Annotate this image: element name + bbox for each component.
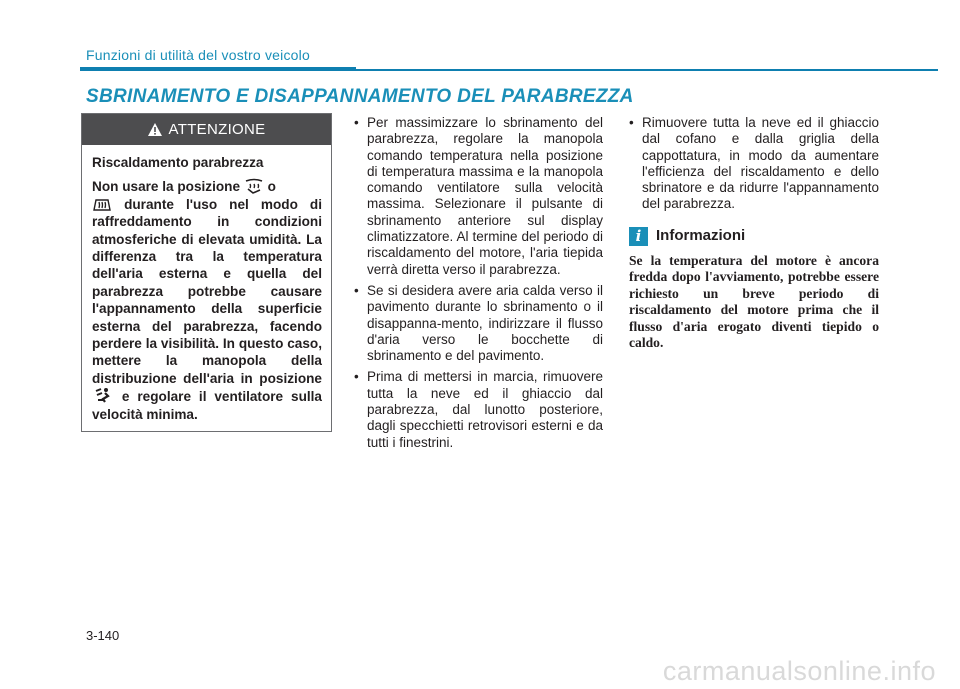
list-item: • Prima di mettersi in marcia, rimuovere tutta la neve ed il ghiaccio dal parabrezza, dal lunotto posteriore, dagli specchietti retrovisori esterni e da tutti i finestrini. bbox=[354, 369, 603, 450]
section-title: SBRINAMENTO E DISAPPANNAMENTO DEL PARABREZZA bbox=[86, 86, 634, 107]
floor-defrost-mode-icon bbox=[92, 387, 114, 404]
warning-header bbox=[82, 114, 331, 145]
warning-triangle-icon bbox=[148, 123, 162, 136]
info-icon: i bbox=[629, 227, 648, 246]
warning-heading: ATTENZIONE bbox=[168, 121, 266, 138]
watermark: carmanualsonline.info bbox=[662, 656, 936, 686]
info-text: Se la temperatura del motore è ancora fredda dopo l'avviamento, potrebbe essere richiesto un breve periodo di riscaldamento del motore prima che il flusso d'aria erogato diventi tiepido o caldo. bbox=[629, 252, 879, 351]
warning-text-part-4: e regolare il ventilatore sulla velocità minima. bbox=[92, 389, 322, 422]
list-item: • Se si desidera avere aria calda verso il pavimento durante lo sbrinamento o il disappanna-mento, indirizzare il flusso d'aria verso le bocchette di sbrinamento e del pavimento. bbox=[354, 283, 603, 364]
middle-bullet-list bbox=[354, 115, 603, 451]
page-number: 3-140 bbox=[86, 628, 120, 643]
rear-defrost-icon bbox=[92, 197, 112, 212]
warning-box bbox=[81, 113, 332, 432]
right-bullet-list bbox=[629, 115, 879, 213]
warning-body bbox=[82, 145, 331, 423]
list-item: • Per massimizzare lo sbrinamento del parabrezza, regolare la manopola comando temperatura nella posizione di temperatura massima e la manopola comando ventilatore sulla velocità massima. Selezionare il pulsante di sbrinamento anteriore sul display climatizzatore. Al termine del periodo di riscaldamento del motore, l'aria tiepida verrà diretta verso il parabrezza. bbox=[354, 115, 603, 278]
list-item: • Rimuovere tutta la neve ed il ghiaccio dal cofano e dalla griglia della cappottatura, in modo da aumentare l'efficienza del riscaldamento e dello sbrinatore e da ridurre l'appannamento del parabrezza. bbox=[629, 115, 879, 213]
warning-text bbox=[92, 178, 322, 423]
info-title: Informazioni bbox=[656, 227, 746, 245]
header-title: Funzioni di utilità del vostro veicolo bbox=[86, 47, 310, 63]
header-rule-thick bbox=[80, 67, 356, 71]
info-header bbox=[629, 227, 879, 246]
middle-column bbox=[354, 115, 603, 456]
right-column bbox=[629, 115, 879, 352]
warning-text-part-3: durante l'uso nel modo di raffreddamento in condizioni atmosferiche di elevata umidità. La differenza tra la temperatura dell'aria esterna e quella del parabrezza potrebbe causare l'appannamento della superficie esterna del parabrezza, facendo perdere la visibilità. In questo caso, mettere la manopola della distribuzione dell'aria in posizione bbox=[92, 196, 323, 386]
windshield-defrost-icon bbox=[244, 178, 264, 194]
warning-text-part-2: o bbox=[267, 179, 276, 195]
warning-text-part-1: Non usare la posizione bbox=[92, 179, 241, 195]
warning-subtitle: Riscaldamento parabrezza bbox=[92, 155, 264, 170]
header-rule-thin bbox=[356, 69, 938, 71]
